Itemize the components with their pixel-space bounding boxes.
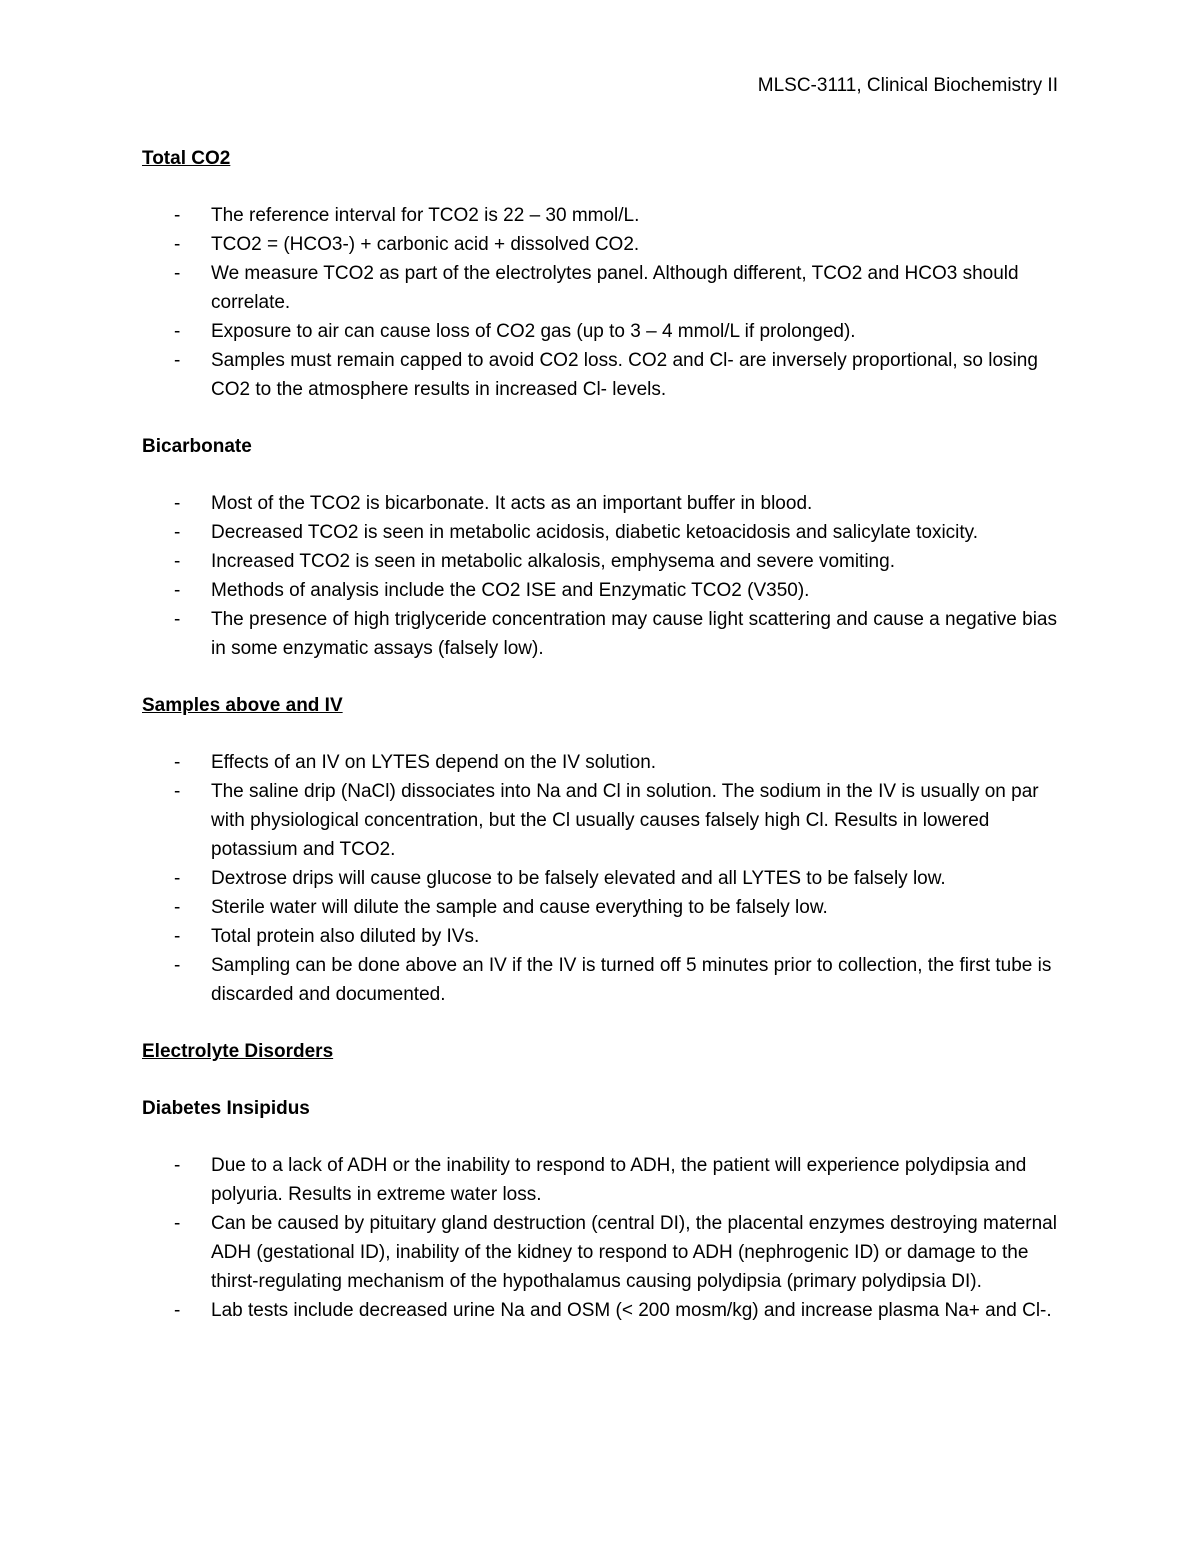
- list-item: - TCO2 = (HCO3-) + carbonic acid + dissolved CO2.: [142, 230, 1062, 259]
- section-samples-above-iv: [142, 691, 1062, 1037]
- list-item: - We measure TCO2 as part of the electrolytes panel. Although different, TCO2 and HCO3 should correlate.: [142, 259, 1062, 317]
- list-item: - Methods of analysis include the CO2 ISE and Enzymatic TCO2 (V350).: [142, 576, 1062, 605]
- dash-bullet-icon: -: [174, 350, 181, 371]
- dash-bullet-icon: -: [174, 321, 181, 342]
- list-item: - Lab tests include decreased urine Na and OSM (< 200 mosm/kg) and increase plasma Na+ and Cl-.: [142, 1296, 1062, 1325]
- list-item: - Dextrose drips will cause glucose to be falsely elevated and all LYTES to be falsely low.: [142, 864, 1062, 893]
- dash-bullet-icon: -: [174, 1213, 181, 1234]
- bullet-list: [142, 748, 1062, 1009]
- course-header: MLSC-3111, Clinical Biochemistry II: [757, 75, 1058, 96]
- bullet-list: [142, 489, 1062, 663]
- list-item: - Sampling can be done above an IV if the IV is turned off 5 minutes prior to collection, the first tube is discarded and documented.: [142, 951, 1062, 1009]
- dash-bullet-icon: -: [174, 551, 181, 572]
- section-electrolyte-disorders: [142, 1037, 1062, 1094]
- dash-bullet-icon: -: [174, 234, 181, 255]
- dash-bullet-icon: -: [174, 609, 181, 630]
- dash-bullet-icon: -: [174, 522, 181, 543]
- section-heading: Total CO2: [142, 148, 231, 169]
- list-item: - The saline drip (NaCl) dissociates into Na and Cl in solution. The sodium in the IV is usually on par with physiological concentration, but the Cl usually causes falsely high Cl. Results in lowered potassium and TCO2.: [142, 777, 1062, 864]
- section-diabetes-insipidus: [142, 1094, 1062, 1325]
- list-item: - Due to a lack of ADH or the inability to respond to ADH, the patient will experience polydipsia and polyuria. Results in extreme water loss.: [142, 1151, 1062, 1209]
- dash-bullet-icon: -: [174, 926, 181, 947]
- list-item: - Decreased TCO2 is seen in metabolic acidosis, diabetic ketoacidosis and salicylate toxicity.: [142, 518, 1062, 547]
- section-heading: Diabetes Insipidus: [142, 1098, 310, 1119]
- dash-bullet-icon: -: [174, 580, 181, 601]
- dash-bullet-icon: -: [174, 752, 181, 773]
- dash-bullet-icon: -: [174, 781, 181, 802]
- dash-bullet-icon: -: [174, 897, 181, 918]
- dash-bullet-icon: -: [174, 1300, 181, 1321]
- dash-bullet-icon: -: [174, 205, 181, 226]
- section-heading: Electrolyte Disorders: [142, 1041, 334, 1062]
- section-heading: Bicarbonate: [142, 436, 252, 457]
- list-item: - Most of the TCO2 is bicarbonate. It acts as an important buffer in blood.: [142, 489, 1062, 518]
- list-item: - The presence of high triglyceride concentration may cause light scattering and cause a negative bias in some enzymatic assays (falsely low).: [142, 605, 1062, 663]
- section-heading: Samples above and IV: [142, 695, 343, 716]
- list-item: - Samples must remain capped to avoid CO2 loss. CO2 and Cl- are inversely proportional, so losing CO2 to the atmosphere results in increased Cl- levels.: [142, 346, 1062, 404]
- section-total-co2: [142, 144, 1062, 432]
- dash-bullet-icon: -: [174, 263, 181, 284]
- document-body: [142, 144, 1062, 1325]
- dash-bullet-icon: -: [174, 493, 181, 514]
- dash-bullet-icon: -: [174, 868, 181, 889]
- list-item: - The reference interval for TCO2 is 22 – 30 mmol/L.: [142, 201, 1062, 230]
- list-item: - Exposure to air can cause loss of CO2 gas (up to 3 – 4 mmol/L if prolonged).: [142, 317, 1062, 346]
- bullet-list: [142, 1151, 1062, 1325]
- list-item: - Effects of an IV on LYTES depend on the IV solution.: [142, 748, 1062, 777]
- list-item: - Increased TCO2 is seen in metabolic alkalosis, emphysema and severe vomiting.: [142, 547, 1062, 576]
- bullet-list: [142, 201, 1062, 404]
- list-item: - Sterile water will dilute the sample and cause everything to be falsely low.: [142, 893, 1062, 922]
- dash-bullet-icon: -: [174, 1155, 181, 1176]
- dash-bullet-icon: -: [174, 955, 181, 976]
- list-item: - Can be caused by pituitary gland destruction (central DI), the placental enzymes destroying maternal ADH (gestational ID), inability of the kidney to respond to ADH (nephrogenic ID) or damage to the thirst-regulating mechanism of the hypothalamus causing polydipsia (primary polydipsia DI).: [142, 1209, 1062, 1296]
- section-bicarbonate: [142, 432, 1062, 691]
- list-item: - Total protein also diluted by IVs.: [142, 922, 1062, 951]
